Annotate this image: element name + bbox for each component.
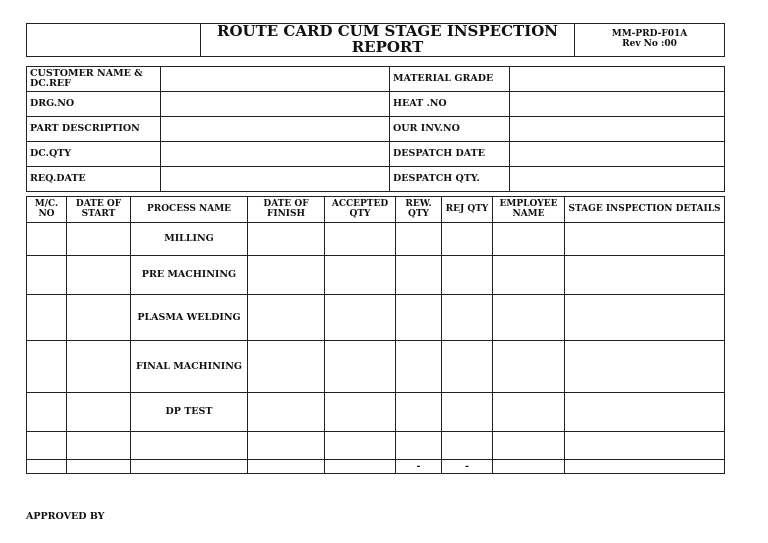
- process-cell[interactable]: [396, 223, 442, 256]
- info-value[interactable]: [161, 167, 390, 192]
- process-row: [27, 432, 725, 460]
- approved-by-label: APPROVED BY: [26, 511, 105, 522]
- process-cell[interactable]: -: [442, 460, 493, 474]
- column-header: STAGE INSPECTION DETAILS: [565, 197, 725, 223]
- process-row: [27, 393, 725, 432]
- process-cell[interactable]: [565, 256, 725, 295]
- process-cell[interactable]: [442, 295, 493, 341]
- info-value[interactable]: [161, 117, 390, 142]
- info-row: [27, 67, 725, 92]
- process-cell[interactable]: [27, 460, 67, 474]
- column-header: ACCEPTED QTY: [325, 197, 396, 223]
- column-header: REW. QTY: [396, 197, 442, 223]
- doc-code: MM-PRD-F01A: [611, 29, 688, 40]
- process-cell[interactable]: [325, 295, 396, 341]
- info-value[interactable]: [161, 92, 390, 117]
- process-cell[interactable]: [27, 256, 67, 295]
- info-label: DESPATCH QTY.: [390, 167, 510, 192]
- column-header: PROCESS NAME: [131, 197, 248, 223]
- process-cell[interactable]: [565, 393, 725, 432]
- process-row: [27, 223, 725, 256]
- process-cell[interactable]: [27, 295, 67, 341]
- doc-code-cell: [575, 24, 725, 57]
- process-cell[interactable]: [325, 256, 396, 295]
- process-cell[interactable]: [325, 432, 396, 460]
- process-cell[interactable]: [565, 341, 725, 393]
- process-cell[interactable]: [248, 295, 325, 341]
- process-row: [27, 295, 725, 341]
- process-cell[interactable]: [493, 393, 565, 432]
- process-name-cell: FINAL MACHINING: [131, 341, 248, 393]
- process-table: [26, 196, 725, 474]
- process-row: [27, 341, 725, 393]
- process-cell[interactable]: [67, 341, 131, 393]
- process-name-cell: MILLING: [131, 223, 248, 256]
- info-value[interactable]: [510, 67, 725, 92]
- header-blank-cell: [27, 24, 201, 57]
- process-cell[interactable]: [325, 393, 396, 432]
- info-label: DC.QTY: [27, 142, 161, 167]
- process-cell[interactable]: [442, 256, 493, 295]
- process-name-cell: DP TEST: [131, 393, 248, 432]
- process-cell[interactable]: [565, 295, 725, 341]
- revision-number: Rev No :00: [622, 38, 677, 49]
- process-cell[interactable]: [493, 460, 565, 474]
- process-cell[interactable]: [248, 460, 325, 474]
- process-cell[interactable]: [565, 432, 725, 460]
- process-cell[interactable]: [67, 460, 131, 474]
- report-title: ROUTE CARD CUM STAGE INSPECTION REPORT: [201, 24, 575, 57]
- process-cell[interactable]: [396, 256, 442, 295]
- process-cell[interactable]: [325, 460, 396, 474]
- process-row: [27, 256, 725, 295]
- info-label: DESPATCH DATE: [390, 142, 510, 167]
- process-cell[interactable]: [27, 393, 67, 432]
- info-value[interactable]: [510, 92, 725, 117]
- process-cell[interactable]: -: [396, 460, 442, 474]
- info-row: [27, 142, 725, 167]
- process-cell[interactable]: [325, 341, 396, 393]
- process-cell[interactable]: [248, 223, 325, 256]
- process-cell[interactable]: [565, 460, 725, 474]
- process-cell[interactable]: [248, 341, 325, 393]
- info-row: [27, 117, 725, 142]
- process-name-cell: [131, 460, 248, 474]
- info-row: [27, 167, 725, 192]
- column-header: REJ QTY: [442, 197, 493, 223]
- process-name-cell: PRE MACHINING: [131, 256, 248, 295]
- process-cell[interactable]: [27, 432, 67, 460]
- info-label: PART DESCRIPTION: [27, 117, 161, 142]
- process-cell[interactable]: [248, 393, 325, 432]
- process-cell[interactable]: [325, 223, 396, 256]
- process-cell[interactable]: [396, 393, 442, 432]
- header-table: [26, 23, 725, 57]
- info-table: [26, 66, 725, 192]
- process-cell[interactable]: [396, 341, 442, 393]
- process-cell[interactable]: [396, 295, 442, 341]
- process-cell[interactable]: [67, 432, 131, 460]
- process-cell[interactable]: [565, 223, 725, 256]
- column-header: DATE OF FINISH: [248, 197, 325, 223]
- column-header: DATE OF START: [67, 197, 131, 223]
- info-label: DRG.NO: [27, 92, 161, 117]
- info-label: REQ.DATE: [27, 167, 161, 192]
- process-cell[interactable]: [67, 256, 131, 295]
- info-value[interactable]: [161, 67, 390, 92]
- info-row: [27, 92, 725, 117]
- column-header: EMPLOYEE NAME: [493, 197, 565, 223]
- info-label: MATERIAL GRADE: [390, 67, 510, 92]
- process-cell[interactable]: [442, 432, 493, 460]
- process-row: [27, 460, 725, 474]
- process-cell[interactable]: [248, 432, 325, 460]
- info-value[interactable]: [510, 142, 725, 167]
- info-value[interactable]: [510, 117, 725, 142]
- process-cell[interactable]: [442, 223, 493, 256]
- process-cell[interactable]: [493, 223, 565, 256]
- process-name-cell: PLASMA WELDING: [131, 295, 248, 341]
- process-cell[interactable]: [67, 295, 131, 341]
- process-cell[interactable]: [67, 223, 131, 256]
- process-cell[interactable]: [442, 341, 493, 393]
- process-cell[interactable]: [27, 223, 67, 256]
- info-label: OUR INV.NO: [390, 117, 510, 142]
- process-cell[interactable]: [396, 432, 442, 460]
- info-label: HEAT .NO: [390, 92, 510, 117]
- process-name-cell: [131, 432, 248, 460]
- process-cell[interactable]: [493, 341, 565, 393]
- column-header: M/C. NO: [27, 197, 67, 223]
- process-cell[interactable]: [493, 295, 565, 341]
- process-cell[interactable]: [27, 341, 67, 393]
- info-label: CUSTOMER NAME & DC.REF: [27, 67, 161, 92]
- info-value[interactable]: [161, 142, 390, 167]
- info-value[interactable]: [510, 167, 725, 192]
- process-cell[interactable]: [493, 256, 565, 295]
- process-cell[interactable]: [442, 393, 493, 432]
- process-cell[interactable]: [248, 256, 325, 295]
- process-cell[interactable]: [67, 393, 131, 432]
- process-cell[interactable]: [493, 432, 565, 460]
